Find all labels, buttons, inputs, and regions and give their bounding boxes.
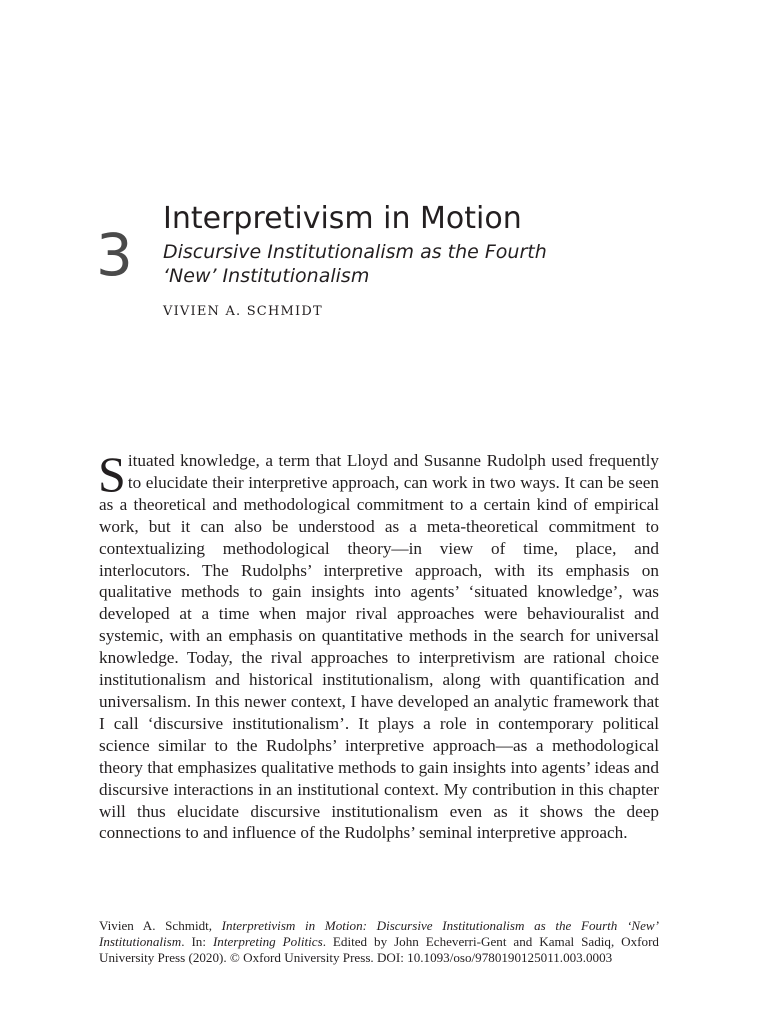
- chapter-author: VIVIEN A. SCHMIDT: [163, 304, 323, 319]
- citation-footnote: [99, 918, 659, 966]
- chapter-subtitle: [163, 240, 623, 288]
- footnote-chapter-title: Interpretivism in Motion: Discursive Institutionalism as the Fourth ‘New’ Institutionalism: [99, 918, 659, 950]
- chapter-title: Interpretivism in Motion: [163, 201, 522, 236]
- drop-cap: S: [98, 446, 126, 502]
- chapter-subtitle-line-1: Discursive Institutionalism as the Fourth: [163, 241, 547, 263]
- chapter-number: 3: [96, 221, 133, 289]
- paragraph-text: ituated knowledge, a term that Lloyd and Susanne Rudolph used frequently to elucidate their interpretive approach, can work in two ways. It can be seen as a theoretical and methodological commitment to a certain kind of empirical work, but it can also be understood as a meta-theoretical commitment to contextualizing methodological theory—in view of time, place, and interlocutors. The Rudolphs’ interpretive approach, with its emphasis on qualitative methods to gain insights into agents’ ‘situated knowledge’, was developed at a time when major rival approaches were behaviouralist and systemic, with an emphasis on quantitative methods in the search for universal knowledge. Today, the rival approaches to interpretivism are rational choice institutionalism and historical institutionalism, along with quantification and universalism. In this newer context, I have developed an analytic framework that I call ‘discursive institutionalism’. It plays a role in contemporary political science similar to the Rudolphs’ interpretive approach—as a methodological theory that emphasizes qualitative methods to gain insights into agents’ ideas and discursive interactions in an institutional context. My contribution in this chapter will thus elucidate discursive institutionalism even as it shows the deep connections to and influence of the Rudolphs’ seminal interpretive approach.: [99, 451, 659, 843]
- footnote-book-title: Interpreting Politics: [212, 934, 323, 950]
- chapter-subtitle-line-2: ‘New’ Institutionalism: [163, 265, 370, 287]
- footnote-in-label: . In:: [181, 934, 213, 950]
- footnote-author: Vivien A. Schmidt,: [99, 918, 222, 933]
- opening-paragraph: [98, 446, 659, 844]
- footnote-publication: . Edited by John Echeverri-Gent and Kamal Sadiq, Oxford University Press (2020). © Oxford University Press. DOI: 10.1093/oso/9780190125011.003.0003: [99, 934, 659, 966]
